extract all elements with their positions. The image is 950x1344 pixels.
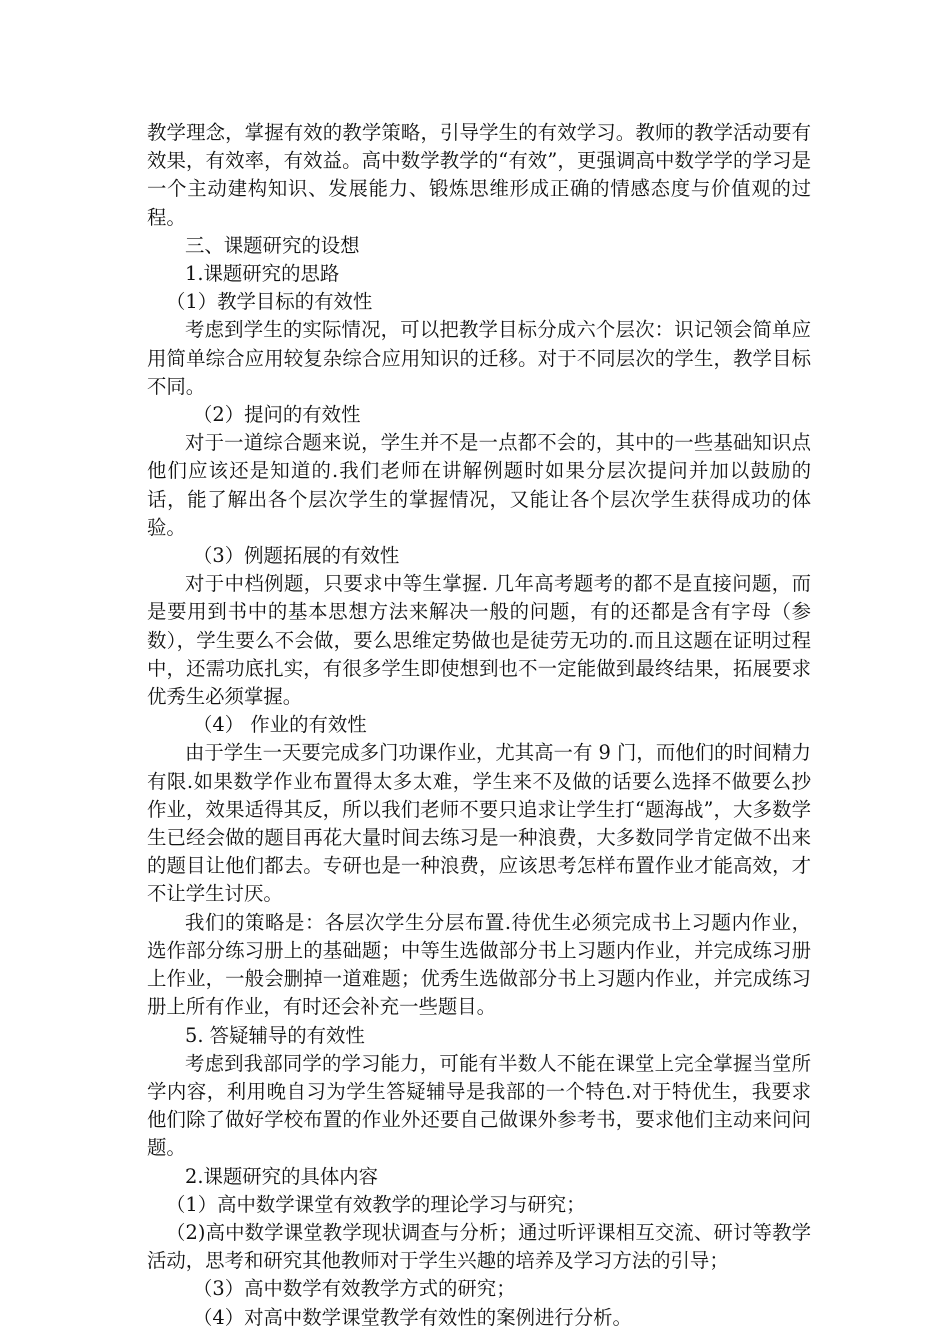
paragraph-teaching-goals: 考虑到学生的实际情况，可以把教学目标分成六个层次：识记领会简单应用简单综合应用较复杂综合应用知识的迁移。对于不同层次的学生，教学目标不同。: [147, 318, 811, 398]
section-heading-3: 三、课题研究的设想: [185, 233, 360, 257]
content-item-3: （3）高中数学有效教学方式的研究；: [193, 1277, 516, 1301]
subsection-heading-1: 1.课题研究的思路: [185, 262, 340, 286]
document-body: [147, 119, 811, 1332]
paragraph-questioning: 对于一道综合题来说，学生并不是一点都不会的，其中的一些基础知识点他们应该还是知道的.我们老师在讲解例题时如果分层次提问并加以鼓励的话，能了解出各个层次学生的掌握情况，又能让各个层次学生获得成功的体验。: [147, 431, 811, 539]
content-item-4: （4）对高中数学课堂教学有效性的案例进行分析。: [193, 1305, 632, 1329]
paragraph-homework: 由于学生一天要完成多门功课作业，尤其高一有 9 门，而他们的时间精力有限.如果数学作业布置得太多太难，学生来不及做的话要么选择不做要么抄作业，效果适得其反，所以我们老师不要只追求让学生打“题海战”，大多数学生已经会做的题目再花大量时间去练习是一种浪费，大多数同学肯定做不出来的题目让他们都去。专研也是一种浪费，应该思考怎样布置作业才能高效，才不让学生讨厌。: [147, 741, 811, 906]
content-item-1: （1）高中数学课堂有效教学的理论学习与研究；: [166, 1192, 586, 1216]
paragraph-strategy: 我们的策略是：各层次学生分层布置.待优生必须完成书上习题内作业，选作部分练习册上的基础题；中等生选做部分书上习题内作业，并完成练习册上作业，一般会删掉一道难题；优秀生选做部分书上习题内作业，并完成练习册上所有作业，有时还会补充一些题目。: [147, 910, 811, 1019]
content-item-2: （2)高中数学课堂教学现状调查与分析；通过听评课相互交流、研讨等教学活动，思考和研究其他教师对于学生兴趣的培养及学习方法的引导；: [147, 1220, 811, 1273]
item-heading-2: （2）提问的有效性: [193, 403, 361, 427]
subsection-heading-2: 2.课题研究的具体内容: [185, 1164, 379, 1188]
paragraph-intro: 教学理念，掌握有效的教学策略，引导学生的有效学习。教师的教学活动要有效果，有效率，有效益。高中数学教学的“有效”，更强调高中数学学的学习是一个主动建构知识、发展能力、锻炼思维形成正确的情感态度与价值观的过程。: [147, 121, 811, 229]
item-heading-3: （3）例题拓展的有效性: [193, 544, 400, 568]
paragraph-tutoring: 考虑到我部同学的学习能力，可能有半数人不能在课堂上完全掌握当堂所学内容，利用晚自习为学生答疑辅导是我部的一个特色.对于特优生，我要求他们除了做好学校布置的作业外还要自己做课外参考书，要求他们主动来问问题。: [147, 1051, 811, 1160]
item-heading-4: （4） 作业的有效性: [193, 713, 367, 737]
paragraph-example-extension: 对于中档例题，只要求中等生掌握. 几年高考题考的都不是直接问题，而是要用到书中的基本思想方法来解决一般的问题，有的还都是含有字母（参数），学生要么不会做，要么思维定势做也是徒劳无功的.而且这题在证明过程中，还需功底扎实，有很多学生即使想到也不一定能做到最终结果，拓展要求优秀生必须掌握。: [147, 572, 811, 709]
item-heading-1: （1）教学目标的有效性: [166, 290, 373, 314]
item-heading-5: 5. 答疑辅导的有效性: [185, 1023, 365, 1047]
